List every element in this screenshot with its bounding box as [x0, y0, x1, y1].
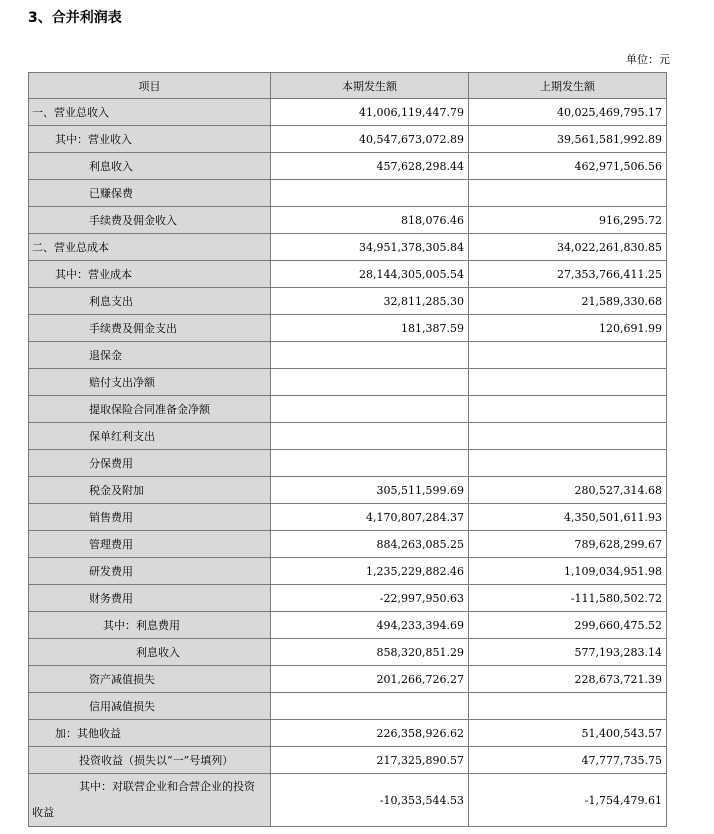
current-value: -10,353,544.53 — [271, 774, 469, 827]
current-value: 858,320,851.29 — [271, 639, 469, 666]
table-row — [29, 504, 667, 531]
row-label: 二、营业总成本 — [29, 234, 271, 261]
row-label: 利息收入 — [29, 153, 271, 180]
table-row — [29, 423, 667, 450]
row-label-line-2: 收益 — [32, 806, 54, 819]
previous-value — [469, 450, 667, 477]
table-row — [29, 315, 667, 342]
previous-value: 1,109,034,951.98 — [469, 558, 667, 585]
current-value: 32,811,285.30 — [271, 288, 469, 315]
row-label: 财务费用 — [29, 585, 271, 612]
previous-value: 577,193,283.14 — [469, 639, 667, 666]
header-previous: 上期发生额 — [469, 73, 667, 99]
current-value: 457,628,298.44 — [271, 153, 469, 180]
current-value: 226,358,926.62 — [271, 720, 469, 747]
row-label: 管理费用 — [29, 531, 271, 558]
current-value — [271, 693, 469, 720]
table-row — [29, 234, 667, 261]
table-row — [29, 666, 667, 693]
previous-value: 4,350,501,611.93 — [469, 504, 667, 531]
table-row — [29, 207, 667, 234]
previous-value: 120,691.99 — [469, 315, 667, 342]
previous-value: 47,777,735.75 — [469, 747, 667, 774]
current-value: 181,387.59 — [271, 315, 469, 342]
row-label: 分保费用 — [29, 450, 271, 477]
row-label: 退保金 — [29, 342, 271, 369]
current-value: 201,266,726.27 — [271, 666, 469, 693]
table-row — [29, 126, 667, 153]
row-label: 保单红利支出 — [29, 423, 271, 450]
previous-value — [469, 342, 667, 369]
row-label: 其中：利息费用 — [29, 612, 271, 639]
current-value: 4,170,807,284.37 — [271, 504, 469, 531]
current-value: 28,144,305,005.54 — [271, 261, 469, 288]
header-item: 项目 — [29, 73, 271, 99]
table-row — [29, 369, 667, 396]
header-current: 本期发生额 — [271, 73, 469, 99]
current-value — [271, 396, 469, 423]
row-label: 销售费用 — [29, 504, 271, 531]
table-row — [29, 450, 667, 477]
current-value: 41,006,119,447.79 — [271, 99, 469, 126]
current-value — [271, 450, 469, 477]
current-value — [271, 369, 469, 396]
row-label: 其中：营业成本 — [29, 261, 271, 288]
table-row — [29, 585, 667, 612]
income-statement-table — [28, 72, 667, 827]
row-label: 赔付支出净额 — [29, 369, 271, 396]
table-row — [29, 531, 667, 558]
table-row — [29, 693, 667, 720]
table-row — [29, 477, 667, 504]
previous-value — [469, 423, 667, 450]
row-label: 一、营业总收入 — [29, 99, 271, 126]
table-row — [29, 261, 667, 288]
row-label-wrapped — [29, 774, 271, 827]
current-value: -22,997,950.63 — [271, 585, 469, 612]
previous-value: 40,025,469,795.17 — [469, 99, 667, 126]
row-label: 投资收益（损失以“一”号填列） — [29, 747, 271, 774]
row-label: 资产减值损失 — [29, 666, 271, 693]
row-label: 其中：营业收入 — [29, 126, 271, 153]
previous-value: 789,628,299.67 — [469, 531, 667, 558]
current-value: 217,325,890.57 — [271, 747, 469, 774]
row-label: 提取保险合同准备金净额 — [29, 396, 271, 423]
row-label: 手续费及佣金支出 — [29, 315, 271, 342]
previous-value: 916,295.72 — [469, 207, 667, 234]
row-label: 已赚保费 — [29, 180, 271, 207]
previous-value: -111,580,502.72 — [469, 585, 667, 612]
previous-value — [469, 693, 667, 720]
table-row — [29, 558, 667, 585]
table-header-row — [29, 73, 667, 99]
current-value: 818,076.46 — [271, 207, 469, 234]
current-value — [271, 342, 469, 369]
current-value: 40,547,673,072.89 — [271, 126, 469, 153]
row-label-line-1: 其中：对联营企业和合营企业的投资 — [79, 780, 255, 793]
current-value: 305,511,599.69 — [271, 477, 469, 504]
previous-value: 462,971,506.56 — [469, 153, 667, 180]
previous-value: 280,527,314.68 — [469, 477, 667, 504]
current-value — [271, 180, 469, 207]
table-row — [29, 774, 667, 827]
table-row — [29, 288, 667, 315]
table-row — [29, 153, 667, 180]
unit-label: 单位：元 — [626, 53, 670, 66]
previous-value: 39,561,581,992.89 — [469, 126, 667, 153]
previous-value: 299,660,475.52 — [469, 612, 667, 639]
current-value: 884,263,085.25 — [271, 531, 469, 558]
current-value: 494,233,394.69 — [271, 612, 469, 639]
row-label: 研发费用 — [29, 558, 271, 585]
previous-value — [469, 396, 667, 423]
row-label: 税金及附加 — [29, 477, 271, 504]
table-row — [29, 396, 667, 423]
row-label: 手续费及佣金收入 — [29, 207, 271, 234]
previous-value: 34,022,261,830.85 — [469, 234, 667, 261]
row-label: 信用减值损失 — [29, 693, 271, 720]
table-row — [29, 180, 667, 207]
statement-title: 3、合并利润表 — [28, 10, 122, 26]
previous-value — [469, 180, 667, 207]
previous-value: 27,353,766,411.25 — [469, 261, 667, 288]
table-row — [29, 342, 667, 369]
previous-value — [469, 369, 667, 396]
current-value — [271, 423, 469, 450]
table-row — [29, 747, 667, 774]
previous-value: 228,673,721.39 — [469, 666, 667, 693]
previous-value: 21,589,330.68 — [469, 288, 667, 315]
table-row — [29, 720, 667, 747]
row-label: 加：其他收益 — [29, 720, 271, 747]
table-row — [29, 99, 667, 126]
previous-value: 51,400,543.57 — [469, 720, 667, 747]
table-row — [29, 612, 667, 639]
row-label: 利息支出 — [29, 288, 271, 315]
row-label: 利息收入 — [29, 639, 271, 666]
previous-value: -1,754,479.61 — [469, 774, 667, 827]
current-value: 1,235,229,882.46 — [271, 558, 469, 585]
table-row — [29, 639, 667, 666]
current-value: 34,951,378,305.84 — [271, 234, 469, 261]
